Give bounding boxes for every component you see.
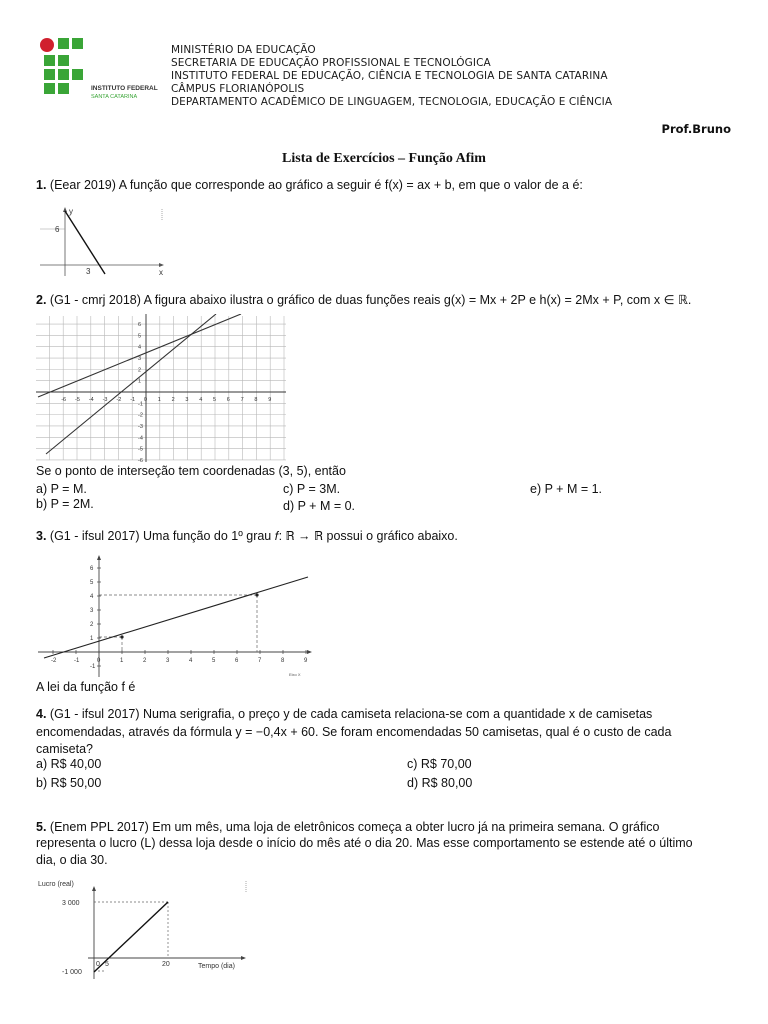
q2-x-tick: -1	[130, 397, 136, 403]
q4-option-b[interactable]: b) R$ 50,00	[36, 776, 102, 790]
q3-x-tick: 1	[120, 658, 124, 664]
q2-y-tick: 2	[138, 367, 142, 374]
question-1-text: (Eear 2019) A função que corresponde ao gráfico a seguir é f(x) = ax + b, em que o valor de a é:	[46, 178, 583, 192]
question-2	[36, 292, 691, 307]
q2-x-tick: 1	[157, 397, 161, 403]
q2-x-tick: -2	[116, 397, 122, 403]
question-4-number: 4.	[36, 707, 47, 721]
q5-x-tick1: 5	[105, 961, 109, 968]
q3-x-tick: 5	[212, 658, 216, 664]
q5-y-top: 3 000	[62, 900, 80, 907]
q3-y-tick: -1	[90, 664, 96, 670]
q5-y-label: Lucro (real)	[38, 881, 74, 888]
q3-point	[255, 593, 258, 596]
question-5-line1	[36, 820, 659, 834]
q1-y-tick: 6	[55, 225, 60, 234]
q3-x-tick: 6	[235, 658, 239, 664]
header-ministry: MINISTÉRIO DA EDUCAÇÃO	[171, 44, 316, 56]
q2-y-tick: 3	[138, 356, 142, 363]
q3-y-tick: 2	[90, 622, 94, 628]
logo-square	[44, 69, 55, 80]
q1-line	[65, 211, 105, 274]
q2-y-tick: -2	[138, 412, 143, 419]
q1-graph	[38, 204, 173, 278]
question-5-text: (Enem PPL 2017) Em um mês, uma loja de eletrônicos começa a obter lucro já na primeira semana. O gráfico	[46, 820, 660, 834]
page-title: Lista de Exercícios – Função Afim	[282, 151, 486, 166]
q2-y-tick: -3	[138, 423, 143, 430]
q2-option-a[interactable]: a) P = M.	[36, 482, 87, 496]
q2-x-tick: 4	[199, 397, 203, 403]
q2-option-e[interactable]: e) P + M = 1.	[530, 482, 603, 496]
logo-square	[58, 55, 69, 66]
logo-square	[44, 83, 55, 94]
logo-text-line1: INSTITUTO FEDERAL	[91, 85, 158, 92]
q3-x-tick: 2	[143, 658, 147, 664]
q2-y-tick: 1	[138, 378, 142, 385]
q2-line-h	[46, 314, 216, 454]
logo-red-circle	[40, 38, 54, 52]
question-1	[36, 178, 583, 192]
q2-graph	[36, 314, 288, 462]
q3-x-tick: 3	[166, 658, 170, 664]
q3-line	[44, 577, 308, 658]
q3-y-tick: 6	[90, 566, 94, 572]
question-4-line2: encomendadas, através da fórmula y = −0,4x + 60. Se foram encomendadas 50 camisetas, qual é o custo de cada	[36, 725, 672, 739]
q1-x-label: x	[159, 268, 163, 277]
question-4-text: (G1 - ifsul 2017) Numa serigrafia, o preço y de cada camiseta relaciona-se com a quantidade x de camisetas	[46, 707, 653, 721]
question-4-line1	[36, 707, 652, 721]
logo-square	[58, 38, 69, 49]
question-4-line3: camiseta?	[36, 742, 93, 756]
professor-name: Prof.Bruno	[661, 122, 731, 136]
q2-option-b[interactable]: b) P = 2M.	[36, 497, 94, 511]
question-5-number: 5.	[36, 820, 47, 834]
q2-x-tick: -5	[75, 397, 80, 403]
q3-y-tick: 3	[90, 608, 94, 614]
q2-intersection-text: Se o ponto de interseção tem coordenadas (3, 5), então	[36, 464, 346, 478]
q2-x-tick: 3	[185, 397, 189, 403]
logo-text-line2: SANTA CATARINA	[91, 94, 138, 100]
header-department: DEPARTAMENTO ACADÊMICO DE LINGUAGEM, TECNOLOGIA, EDUCAÇÃO E CIÊNCIA	[171, 96, 613, 108]
question-5-line3: dia, o dia 30.	[36, 853, 108, 867]
q4-option-a[interactable]: a) R$ 40,00	[36, 757, 102, 771]
q5-x-tick2: 20	[162, 961, 170, 968]
q3-y-tick: 5	[90, 580, 94, 586]
q3-y-tick: 4	[90, 594, 94, 600]
institute-logo	[40, 38, 170, 102]
q5-x-origin: 0	[96, 961, 100, 968]
q3-x-tick: -2	[51, 658, 57, 664]
q2-x-tick: 8	[254, 397, 258, 403]
q4-option-d[interactable]: d) R$ 80,00	[407, 776, 473, 790]
logo-square	[44, 55, 55, 66]
q3-footer: A lei da função f é	[36, 680, 136, 694]
logo-square	[58, 69, 69, 80]
header-campus: CÂMPUS FLORIANÓPOLIS	[171, 83, 305, 95]
q2-y-tick: -6	[138, 457, 143, 462]
question-3-text: (G1 - ifsul 2017) Uma função do 1º grau 𝑓: ℝ → ℝ possui o gráfico abaixo.	[46, 529, 458, 543]
question-2-number: 2.	[36, 293, 47, 307]
q2-y-tick: -1	[138, 401, 143, 408]
q3-x-tick: 8	[281, 658, 285, 664]
question-1-number: 1.	[36, 178, 47, 192]
q2-x-tick: -3	[102, 397, 108, 403]
q2-x-tick: 0	[144, 397, 148, 403]
q3-x-tick: -1	[74, 658, 80, 664]
q2-y-tick: -4	[138, 435, 143, 442]
question-3	[36, 529, 458, 544]
logo-square	[58, 83, 69, 94]
q2-option-d[interactable]: d) P + M = 0.	[283, 499, 356, 513]
q2-x-tick: -4	[88, 397, 94, 403]
q2-y-tick: -5	[138, 446, 143, 453]
q3-graph	[36, 555, 316, 680]
question-5-line2: representa o lucro (L) dessa loja desde o início do mês até o dia 20. Mas esse comportamento se estende até o último	[36, 836, 693, 850]
q3-x-axis-note: Eixo X	[289, 672, 301, 677]
header-secretary: SECRETARIA DE EDUCAÇÃO PROFISSIONAL E TECNOLÓGICA	[171, 57, 491, 69]
question-3-number: 3.	[36, 529, 47, 543]
q5-graph	[36, 876, 252, 980]
q2-x-tick: 5	[213, 397, 217, 403]
logo-square	[72, 69, 83, 80]
q2-y-tick: 5	[138, 333, 142, 340]
q2-x-tick: 7	[240, 397, 244, 403]
q2-y-tick: 6	[138, 322, 142, 329]
q1-x-tick: 3	[86, 267, 91, 276]
q2-y-tick: 4	[138, 344, 142, 351]
header-institute: INSTITUTO FEDERAL DE EDUCAÇÃO, CIÊNCIA E TECNOLOGIA DE SANTA CATARINA	[171, 70, 608, 82]
logo-square	[72, 38, 83, 49]
q5-y-bottom: -1 000	[62, 969, 82, 976]
q2-x-tick: 9	[268, 397, 272, 403]
q1-y-label: y	[69, 207, 73, 216]
q2-x-tick: 2	[171, 397, 175, 403]
q3-y-tick: 1	[90, 636, 94, 642]
q5-x-label: Tempo (dia)	[198, 963, 235, 970]
q3-x-tick: 9	[304, 658, 308, 664]
q3-x-tick: 4	[189, 658, 193, 664]
q2-x-tick: -6	[61, 397, 67, 403]
q3-x-tick: 0	[97, 658, 101, 664]
q3-x-tick: 7	[258, 658, 262, 664]
q2-x-tick: 6	[226, 397, 230, 403]
question-2-text: (G1 - cmrj 2018) A figura abaixo ilustra o gráfico de duas funções reais g(x) = Mx + 2P e h(x) = 2Mx + P, com x ∈ ℝ.	[46, 293, 692, 307]
q3-point	[120, 635, 123, 638]
q2-option-c[interactable]: c) P = 3M.	[283, 482, 341, 496]
q4-option-c[interactable]: c) R$ 70,00	[407, 757, 472, 771]
